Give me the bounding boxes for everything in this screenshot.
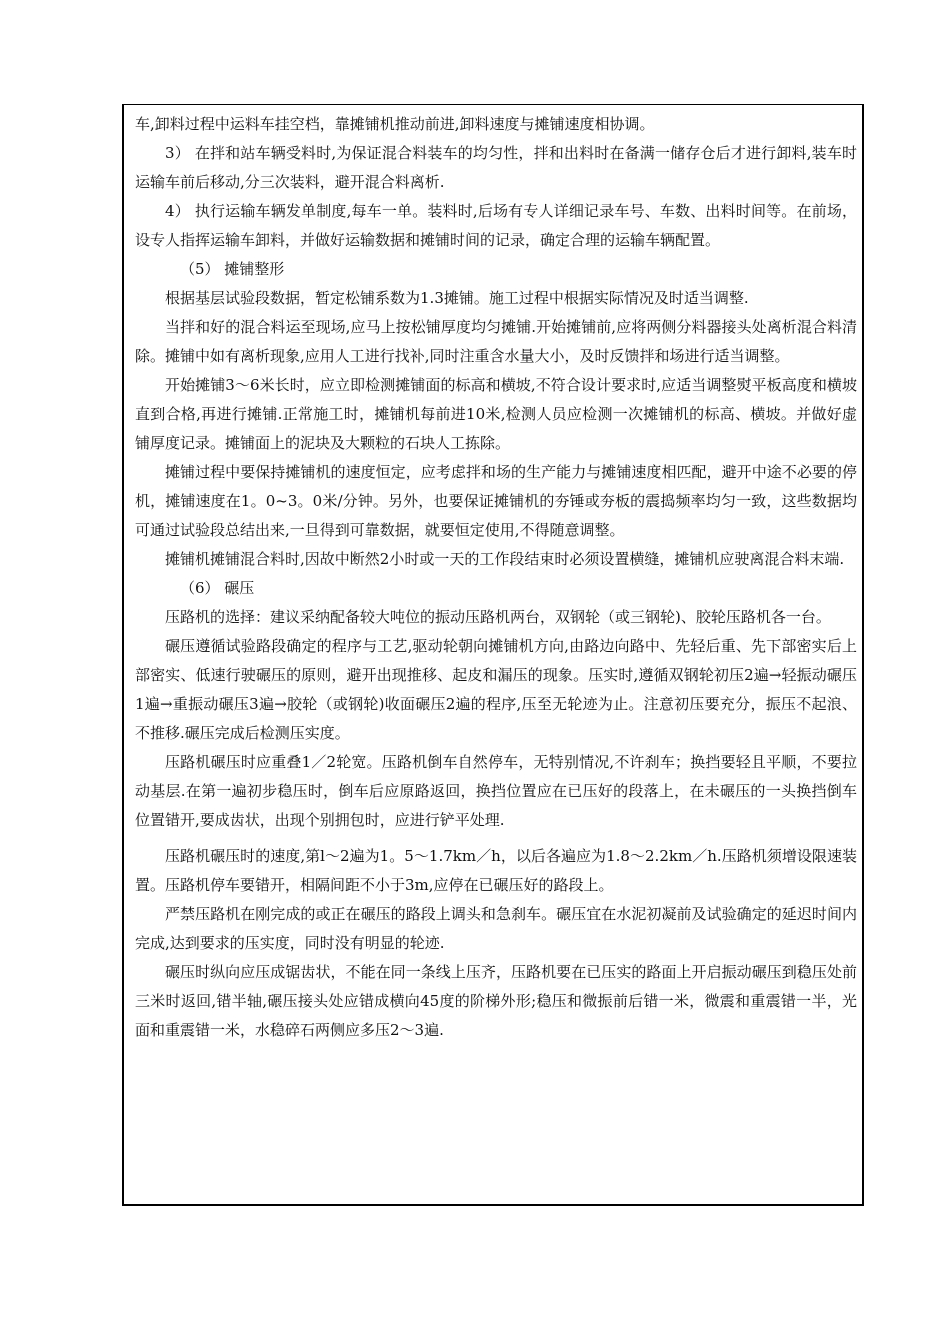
paragraph: 车,卸料过程中运料车挂空档，靠摊铺机推动前进,卸料速度与摊铺速度相协调。 xyxy=(135,115,655,133)
paragraph: 开始摊铺3～6米长时，应立即检测摊铺面的标高和横坡,不符合设计要求时,应适当调整熨平板高度和横坡直到合格,再进行摊铺.正常施工时，摊铺机每前进10米,检测人员应检测一次摊铺机的标高、横坡。并做好虚铺厚度记录。摊铺面上的泥块及大颗粒的石块人工拣除。 xyxy=(135,376,857,452)
paragraph: 4） 执行运输车辆发单制度,每车一单。装料时,后场有专人详细记录车号、车数、出料时间等。在前场，设专人指挥运输车卸料，并做好运输数据和摊铺时间的记录，确定合理的运输车辆配置。 xyxy=(135,202,857,249)
paragraph: 摊铺过程中要保持摊铺机的速度恒定，应考虑拌和场的生产能力与摊铺速度相匹配，避开中途不必要的停机，摊铺速度在1。0~3。0米/分钟。另外，也要保证摊铺机的夯锤或夯板的震捣频率均匀一致，这些数据均可通过试验段总结出来,一旦得到可靠数据，就要恒定使用,不得随意调整。 xyxy=(135,463,857,539)
paragraph: 碾压遵循试验路段确定的程序与工艺,驱动轮朝向摊铺机方向,由路边向路中、先轻后重、先下部密实后上部密实、低速行驶碾压的原则，避开出现推移、起皮和漏压的现象。压实时,遵循双钢轮初压2遍→轻振动碾压1遍→重振动碾压3遍→胶轮（或钢轮)收面碾压2遍的程序,压至无轮迹为止。注意初压要充分，振压不起浪、不推移.碾压完成后检测压实度。 xyxy=(135,637,857,742)
document-body xyxy=(135,110,857,1045)
paragraph: 摊铺机摊铺混合料时,因故中断然2小时或一天的工作段结束时必须设置横缝，摊铺机应驶离混合料末端. xyxy=(165,550,845,568)
paragraph: 严禁压路机在刚完成的或正在碾压的路段上调头和急刹车。碾压宜在水泥初凝前及试验确定的延迟时间内完成,达到要求的压实度，同时没有明显的轮迹. xyxy=(135,905,857,952)
paragraph: 压路机碾压时应重叠1／2轮宽。压路机倒车自然停车，无特别情况,不许刹车；换挡要轻且平顺，不要拉动基层.在第一遍初步稳压时，倒车后应原路返回，换挡位置应在已压好的段落上，在未碾压的一头换挡倒车位置错开,要成齿状，出现个别拥包时，应进行铲平处理. xyxy=(135,753,857,829)
paragraph: 压路机的选择：建议采纳配备较大吨位的振动压路机两台，双钢轮（或三钢轮)、胶轮压路机各一台。 xyxy=(165,608,831,626)
paragraph: 碾压时纵向应压成锯齿状，不能在同一条线上压齐，压路机要在已压实的路面上开启振动碾压到稳压处前三米时返回,错半轴,碾压接头处应错成横向45度的阶梯外形;稳压和微振前后错一米，微震和重震错一半，光面和重震错一米，水稳碎石两侧应多压2～3遍. xyxy=(135,963,857,1039)
section-heading: （5） 摊铺整形 xyxy=(180,260,285,278)
paragraph: 3） 在拌和站车辆受料时,为保证混合料装车的均匀性，拌和出料时在备满一储存仓后才进行卸料,装车时运输车前后移动,分三次装料，避开混合料离析. xyxy=(135,144,857,191)
paragraph: 当拌和好的混合料运至现场,应马上按松铺厚度均匀摊铺.开始摊铺前,应将两侧分料器接头处离析混合料清除。摊铺中如有离析现象,应用人工进行找补,同时注重含水量大小，及时反馈拌和场进行适当调整。 xyxy=(135,318,857,365)
section-heading: （6） 碾压 xyxy=(180,579,255,597)
paragraph: 根据基层试验段数据，暂定松铺系数为1.3摊铺。施工过程中根据实际情况及时适当调整. xyxy=(165,289,749,307)
paragraph: 压路机碾压时的速度,第l～2遍为1。5～1.7km／h，以后各遍应为1.8～2.2km／h.压路机须增设限速装置。压路机停车要错开，相隔间距不小于3m,应停在已碾压好的路段上。 xyxy=(135,847,857,894)
